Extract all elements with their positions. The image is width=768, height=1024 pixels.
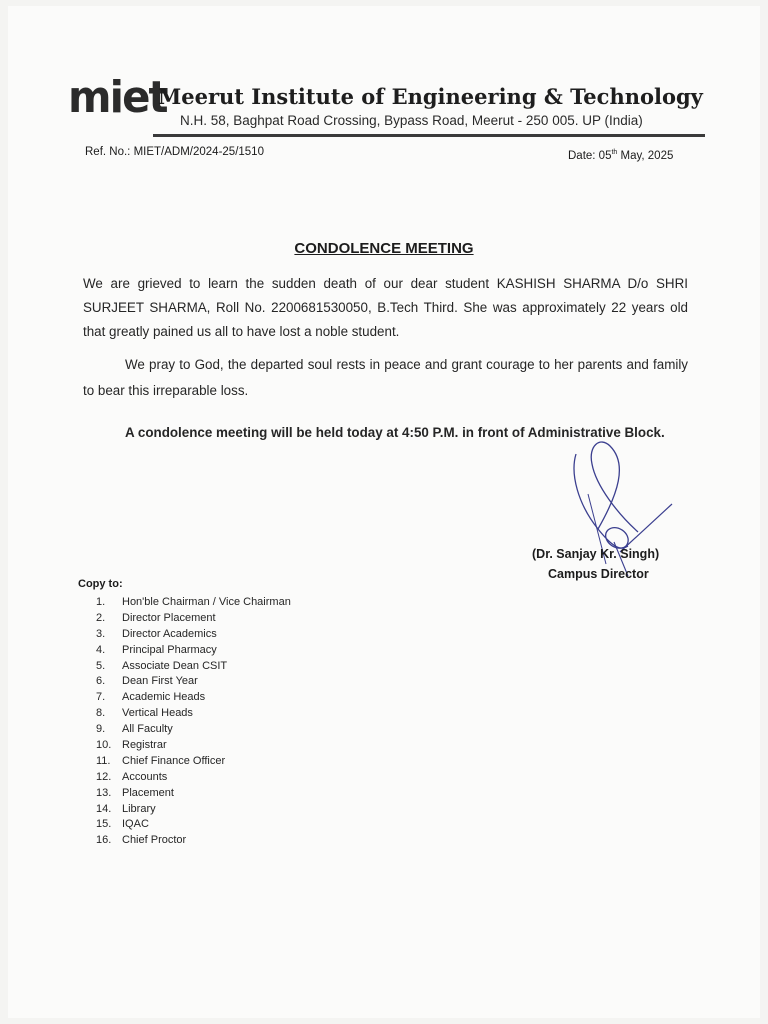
copy-to-heading: Copy to: [78, 578, 123, 590]
copy-to-item-number: 13. [96, 786, 112, 799]
copy-to-item-number: 15. [96, 818, 112, 831]
copy-to-item-number: 9. [96, 723, 106, 736]
copy-to-item-label: Principal Pharmacy [122, 643, 217, 656]
letter-page [8, 6, 760, 1018]
copy-to-item [96, 611, 291, 627]
copy-to-item-label: Dean First Year [122, 675, 198, 688]
copy-to-item [96, 690, 291, 706]
copy-to-item-label: Library [122, 802, 156, 815]
notice-paragraph-2: We pray to God, the departed soul rests in peace and grant courage to her parents and family to bear this irreparable loss. [83, 357, 688, 398]
copy-to-item-number: 11. [96, 754, 111, 767]
copy-to-item-label: Vertical Heads [122, 707, 193, 720]
copy-to-item-label: Associate Dean CSIT [122, 659, 228, 672]
copy-to-item-label: Placement [122, 786, 174, 799]
handwritten-signature [548, 434, 678, 584]
copy-to-item-number: 10. [96, 739, 112, 752]
copy-to-item-label: Accounts [122, 770, 168, 783]
letter-date [568, 149, 673, 162]
copy-to-item [96, 706, 291, 722]
copy-to-item [96, 770, 291, 786]
copy-to-item-label: Registrar [122, 739, 167, 752]
copy-to-item-number: 4. [96, 643, 106, 656]
copy-to-item [96, 738, 291, 754]
copy-to-item [96, 659, 291, 675]
copy-to-item-number: 5. [96, 659, 106, 672]
copy-to-item [96, 595, 291, 611]
reference-number: Ref. No.: MIET/ADM/2024-25/1510 [85, 146, 264, 158]
institute-address: N.H. 58, Baghpat Road Crossing, Bypass Road, Meerut - 250 005. UP (India) [180, 113, 643, 128]
copy-to-item-label: All Faculty [122, 723, 173, 736]
copy-to-item [96, 817, 291, 833]
copy-to-item-label: Academic Heads [122, 691, 206, 704]
copy-to-item [96, 627, 291, 643]
date-prefix: Date: 05 [568, 149, 612, 162]
institute-name: Meerut Institute of Engineering & Technology [158, 84, 703, 109]
copy-to-item-number: 7. [96, 691, 106, 704]
institute-logo: miet [68, 72, 167, 123]
copy-to-item-number: 8. [96, 707, 106, 720]
copy-to-list [96, 595, 291, 849]
copy-to-item-label: Hon'ble Chairman / Vice Chairman [122, 596, 291, 608]
letterhead-divider [153, 134, 705, 137]
copy-to-item [96, 833, 291, 849]
copy-to-item-label: Director Placement [122, 611, 216, 624]
copy-to-item-label: Chief Proctor [122, 834, 187, 847]
copy-to-item-number: 3. [96, 627, 106, 640]
copy-to-item [96, 754, 291, 770]
date-superscript: th [611, 149, 618, 156]
date-suffix: May, 2025 [617, 149, 674, 162]
copy-to-item-number: 16. [96, 834, 112, 847]
copy-to-item [96, 802, 291, 818]
notice-paragraph-3: A condolence meeting will be held today at 4:50 P.M. in front of Administrative Block. [125, 425, 665, 440]
copy-to-item-label: Chief Finance Officer [122, 754, 226, 767]
copy-to-item [96, 786, 291, 802]
copy-to-item-number: 1. [96, 596, 106, 608]
signatory-name: (Dr. Sanjay Kr. Singh) [532, 547, 660, 561]
notice-title: CONDOLENCE MEETING [294, 240, 474, 257]
copy-to-item-number: 14. [96, 802, 112, 815]
copy-to-item-label: Director Academics [122, 627, 217, 640]
copy-to-item-number: 6. [96, 675, 106, 688]
copy-to-item-number: 2. [96, 611, 106, 624]
copy-to-item-number: 12. [96, 770, 112, 783]
copy-to-item [96, 722, 291, 738]
notice-paragraph-1: We are grieved to learn the sudden death of our dear student KASHISH SHARMA D/o SHRI SURJEET SHARMA, Roll No. 2200681530050, B.Tech Third. She was approximately 22 years old that greatly pained us all to have lost a noble student. [83, 276, 688, 339]
copy-to-item [96, 643, 291, 659]
signatory-designation: Campus Director [548, 567, 649, 581]
copy-to-item [96, 674, 291, 690]
copy-to-item-label: IQAC [122, 818, 149, 831]
